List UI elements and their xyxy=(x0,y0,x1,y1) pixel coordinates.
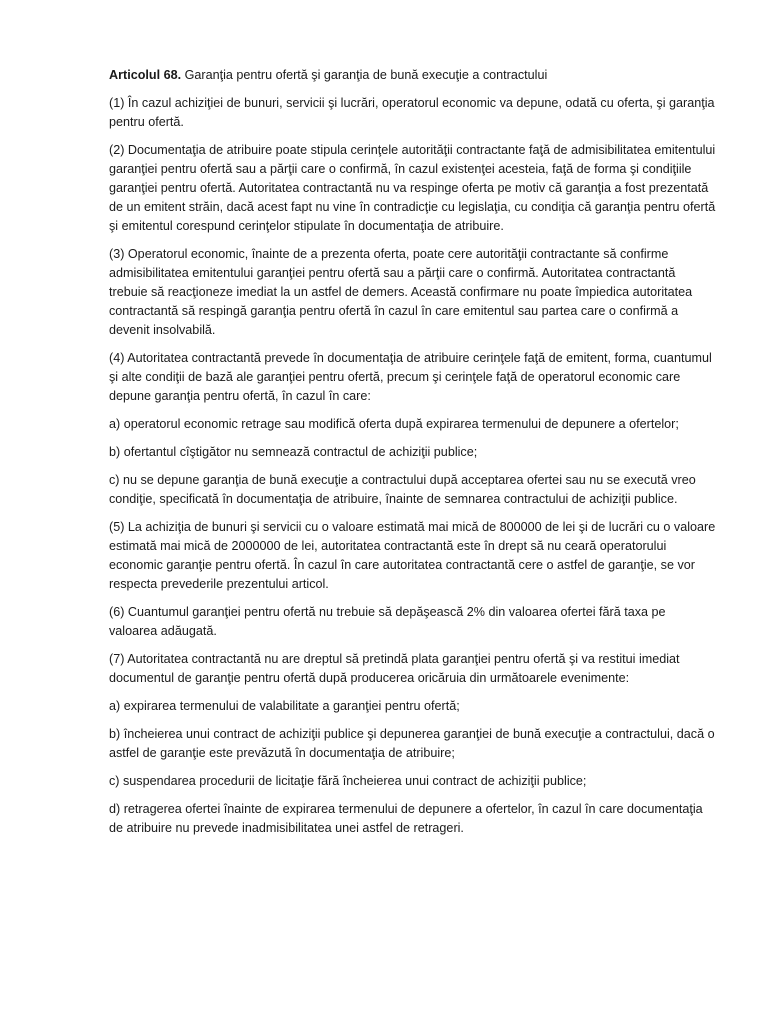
paragraph-4-item-b: b) ofertantul cîştigător nu semnează contractul de achiziţii publice; xyxy=(109,445,478,459)
paragraph-7-item-b: b) încheierea unui contract de achiziţii publice şi depunerea garanţiei de bună execuţie a contractului, dacă o astfel de garanţie este prevăzută în documentaţia de atribuire; xyxy=(109,727,715,760)
paragraph-4-item-a: a) operatorul economic retrage sau modifică oferta după expirarea termenului de depunere a ofertelor; xyxy=(109,417,679,431)
paragraph-6: (6) Cuantumul garanţiei pentru ofertă nu trebuie să depăşească 2% din valoarea ofertei fără taxa pe valoarea adăugată. xyxy=(109,605,666,638)
paragraph-3: (3) Operatorul economic, înainte de a prezenta oferta, poate cere autorităţii contractante să confirme admisibilitatea emitentului garanţiei pentru ofertă sau a părţii care o confirmă. Autoritatea contractantă trebuie să reacţioneze imediat la un astfel de demers. Această confirmare nu poate împiedica autoritatea contractantă să respingă garanţia pentru ofertă în cazul în care emitentul sau partea care o confirmă a devenit insolvabilă. xyxy=(109,247,693,337)
paragraph-7-item-d: d) retragerea ofertei înainte de expirarea termenului de depunere a ofertelor, în cazul în care documentaţia de atribuire nu prevede inadmisibilitatea unei astfel de retrageri. xyxy=(109,802,703,835)
paragraph-7-item-a: a) expirarea termenului de valabilitate a garanţiei pentru ofertă; xyxy=(109,699,460,713)
paragraph-4-item-c: c) nu se depune garanţia de bună execuţie a contractului după acceptarea ofertei sau nu se execută vreo condiţie, specificată în documentaţia de atribuire, înainte de semnarea contractului de achiziţii publice. xyxy=(109,473,696,506)
paragraph-4: (4) Autoritatea contractantă prevede în documentaţia de atribuire cerinţele faţă de emitent, forma, cuantumul şi alte condiţii de bază ale garanţiei pentru ofertă, precum şi cerinţele faţă de operatorul economic care depune garanţia pentru ofertă, în cazul în care: xyxy=(109,351,712,403)
article-title: Garanţia pentru ofertă şi garanţia de bună execuţie a contractului xyxy=(181,68,548,82)
paragraph-5: (5) La achiziţia de bunuri şi servicii cu o valoare estimată mai mică de 800000 de lei şi de lucrări cu o valoare estimată mai mică de 2000000 de lei, autoritatea contractantă este în drept să nu ceară operatorului economic garanţie pentru ofertă. În cazul în care autoritatea contractantă cere o astfel de garanţie, se vor respecta prevederile prezentului articol. xyxy=(109,520,716,591)
article-label: Articolul 68. xyxy=(109,68,182,82)
document-page xyxy=(109,66,717,847)
paragraph-2: (2) Documentaţia de atribuire poate stipula cerinţele autorităţii contractante faţă de admisibilitatea emitentului garanţiei pentru ofertă sau a părţii care o confirmă, în cazul existenţei acesteia, faţă de forma şi condiţiile garanţiei pentru ofertă. Autoritatea contractantă nu va respinge oferta pe motiv că garanţia a fost prezentată de un emitent străin, dacă acest fapt nu vine în contradicţie cu legislaţia, cu condiţia că garanţia pentru ofertă şi emitentul corespund cerinţelor stipulate în documentaţia de atribuire. xyxy=(109,143,716,233)
paragraph-7-item-c: c) suspendarea procedurii de licitaţie fără încheierea unui contract de achiziţii publice; xyxy=(109,774,587,788)
article-heading xyxy=(109,66,717,85)
paragraph-1: (1) În cazul achiziţiei de bunuri, servicii şi lucrări, operatorul economic va depune, odată cu oferta, şi garanţia pentru ofertă. xyxy=(109,96,715,129)
paragraph-7: (7) Autoritatea contractantă nu are dreptul să pretindă plata garanţiei pentru ofertă şi va restitui imediat documentul de garanţie pentru ofertă după producerea oricăruia din următoarele evenimente: xyxy=(109,652,680,685)
